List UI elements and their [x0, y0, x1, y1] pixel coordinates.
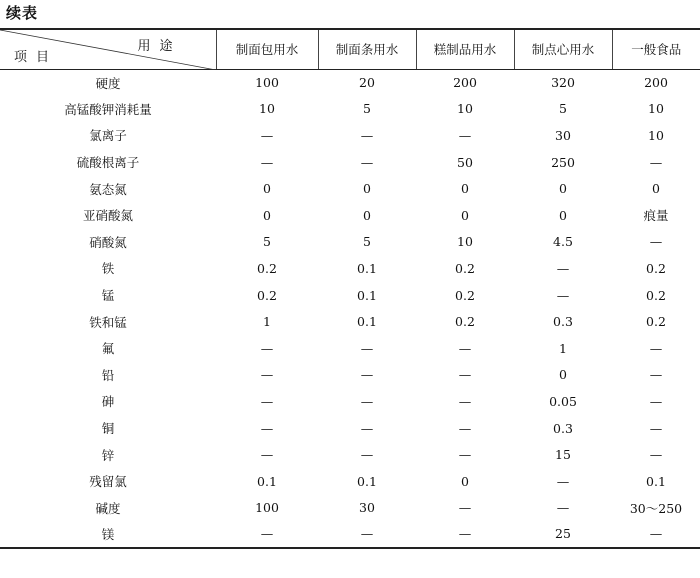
table-row: [0, 175, 700, 202]
corner-label-usage: 用途: [137, 39, 182, 54]
value-cell: 0.2: [646, 314, 666, 330]
value-cell: —: [360, 127, 374, 143]
column-header: 制面包用水: [216, 29, 318, 69]
row-item-label: 镁: [0, 521, 216, 548]
value-cell: 30: [359, 500, 375, 516]
value-cell: 0.1: [257, 473, 277, 489]
row-item-label: 硬度: [95, 75, 121, 91]
value-cell: 0.1: [357, 314, 377, 330]
value-cell: 0: [263, 207, 271, 223]
value-cell: —: [458, 340, 472, 356]
row-item-label: 砷: [101, 394, 115, 410]
value-cell: —: [360, 447, 374, 463]
value-cell: 100: [255, 500, 279, 516]
header-row: [0, 29, 700, 69]
table-row: [0, 335, 700, 362]
value-cell: —: [216, 521, 318, 548]
value-cell: —: [360, 154, 374, 170]
table-row: [0, 441, 700, 468]
value-cell: 0: [363, 181, 371, 197]
row-item-label: 硝酸氮: [89, 234, 127, 250]
value-cell: —: [458, 447, 472, 463]
value-cell: 10: [648, 127, 664, 143]
value-cell: 5: [263, 234, 271, 250]
value-cell: 0: [559, 207, 567, 223]
table-row: [0, 229, 700, 256]
value-cell: 50: [457, 154, 473, 170]
value-cell: 0.2: [257, 260, 277, 276]
value-cell: 0.1: [646, 473, 666, 489]
value-cell: 30～250: [629, 500, 683, 516]
table-body: [0, 69, 700, 548]
value-cell: 25: [514, 521, 612, 548]
row-item-label: 硫酸根离子: [76, 155, 140, 171]
value-cell: 0.1: [357, 473, 377, 489]
table-row: [0, 282, 700, 309]
table-row: [0, 149, 700, 176]
value-cell: —: [649, 234, 663, 250]
row-item-label: 残留氯: [89, 474, 127, 490]
value-cell: 1: [263, 314, 271, 330]
value-cell: —: [649, 154, 663, 170]
value-cell: —: [260, 127, 274, 143]
value-cell: —: [260, 393, 274, 409]
value-cell: 0: [363, 207, 371, 223]
table-row: [0, 69, 700, 96]
value-cell: —: [260, 367, 274, 383]
value-cell: 0.2: [257, 287, 277, 303]
row-item-label: 亚硝酸氮: [82, 208, 133, 224]
value-cell: 250: [551, 154, 575, 170]
value-cell: 0.3: [553, 420, 573, 436]
value-cell: 10: [457, 234, 473, 250]
value-cell: 0.2: [455, 260, 475, 276]
value-cell: —: [458, 393, 472, 409]
column-header: 糕制品用水: [416, 29, 514, 69]
value-cell: —: [260, 154, 274, 170]
row-item-label: 锰: [101, 288, 115, 304]
row-item-label: 碱度: [95, 500, 121, 516]
table-row: [0, 495, 700, 522]
table-row: [0, 202, 700, 229]
value-cell: —: [360, 420, 374, 436]
value-cell: 0: [652, 181, 660, 197]
value-cell: —: [556, 260, 570, 276]
value-cell: —: [556, 500, 570, 516]
table-row: [0, 96, 700, 123]
table-caption: 续表: [6, 4, 39, 22]
table-row: [0, 415, 700, 442]
column-header: 制面条用水: [318, 29, 416, 69]
value-cell: —: [360, 367, 374, 383]
table-row: [0, 388, 700, 415]
value-cell: 0: [559, 367, 567, 383]
value-cell: 20: [359, 75, 375, 91]
value-cell: 0.1: [357, 260, 377, 276]
value-cell: 0: [263, 181, 271, 197]
column-header: 制点心用水: [514, 29, 612, 69]
table-row: [0, 122, 700, 149]
value-cell: —: [416, 521, 514, 548]
value-cell: 5: [559, 101, 567, 117]
value-cell: —: [318, 521, 416, 548]
value-cell: —: [556, 287, 570, 303]
value-cell: —: [556, 473, 570, 489]
value-cell: —: [649, 393, 663, 409]
value-cell: 0: [461, 473, 469, 489]
value-cell: 30: [555, 127, 571, 143]
row-item-label: 铁和锰: [89, 314, 127, 330]
value-cell: —: [260, 340, 274, 356]
value-cell: —: [612, 521, 700, 548]
value-cell: —: [360, 393, 374, 409]
value-cell: —: [649, 420, 663, 436]
row-item-label: 锌: [101, 447, 115, 463]
row-item-label: 铜: [101, 421, 115, 437]
value-cell: —: [458, 367, 472, 383]
value-cell: 0.2: [646, 287, 666, 303]
value-cell: 200: [644, 75, 668, 91]
column-header: 一般食品: [612, 29, 700, 69]
value-cell: 10: [457, 101, 473, 117]
value-cell: —: [649, 447, 663, 463]
value-cell: 5: [363, 234, 371, 250]
value-cell: 320: [551, 75, 575, 91]
corner-header-cell: [0, 29, 216, 69]
row-item-label: 铅: [101, 367, 115, 383]
value-cell: 0.2: [646, 260, 666, 276]
value-cell: 0: [461, 181, 469, 197]
row-item-label: 高锰酸钾消耗量: [64, 101, 152, 117]
value-cell: 0: [461, 207, 469, 223]
value-cell: 0.05: [549, 393, 577, 409]
value-cell: —: [260, 447, 274, 463]
row-item-label: 铁: [101, 261, 115, 277]
value-cell: 10: [259, 101, 275, 117]
value-cell: 0: [559, 181, 567, 197]
value-cell: —: [360, 340, 374, 356]
value-cell: 0.2: [455, 314, 475, 330]
value-cell: 200: [453, 75, 477, 91]
row-item-label: 氯离子: [89, 128, 127, 144]
value-cell: 5: [363, 101, 371, 117]
value-cell: 0.3: [553, 314, 573, 330]
value-cell: —: [458, 127, 472, 143]
value-cell: 痕量: [643, 208, 669, 224]
table-row: [0, 255, 700, 282]
table-row: [0, 308, 700, 335]
value-cell: —: [458, 500, 472, 516]
value-cell: —: [649, 367, 663, 383]
value-cell: 4.5: [553, 234, 573, 250]
value-cell: 0.2: [455, 287, 475, 303]
table-row: [0, 362, 700, 389]
value-cell: —: [649, 340, 663, 356]
table-row: [0, 521, 700, 548]
value-cell: —: [458, 420, 472, 436]
value-cell: 1: [559, 340, 567, 356]
value-cell: 100: [255, 75, 279, 91]
value-cell: 0.1: [357, 287, 377, 303]
value-cell: —: [260, 420, 274, 436]
value-cell: 15: [555, 447, 571, 463]
water-quality-table: [0, 28, 700, 549]
value-cell: 10: [648, 101, 664, 117]
row-item-label: 氟: [101, 341, 115, 357]
table-row: [0, 468, 700, 495]
row-item-label: 氨态氮: [89, 181, 127, 197]
corner-label-item: 项目: [14, 49, 59, 65]
